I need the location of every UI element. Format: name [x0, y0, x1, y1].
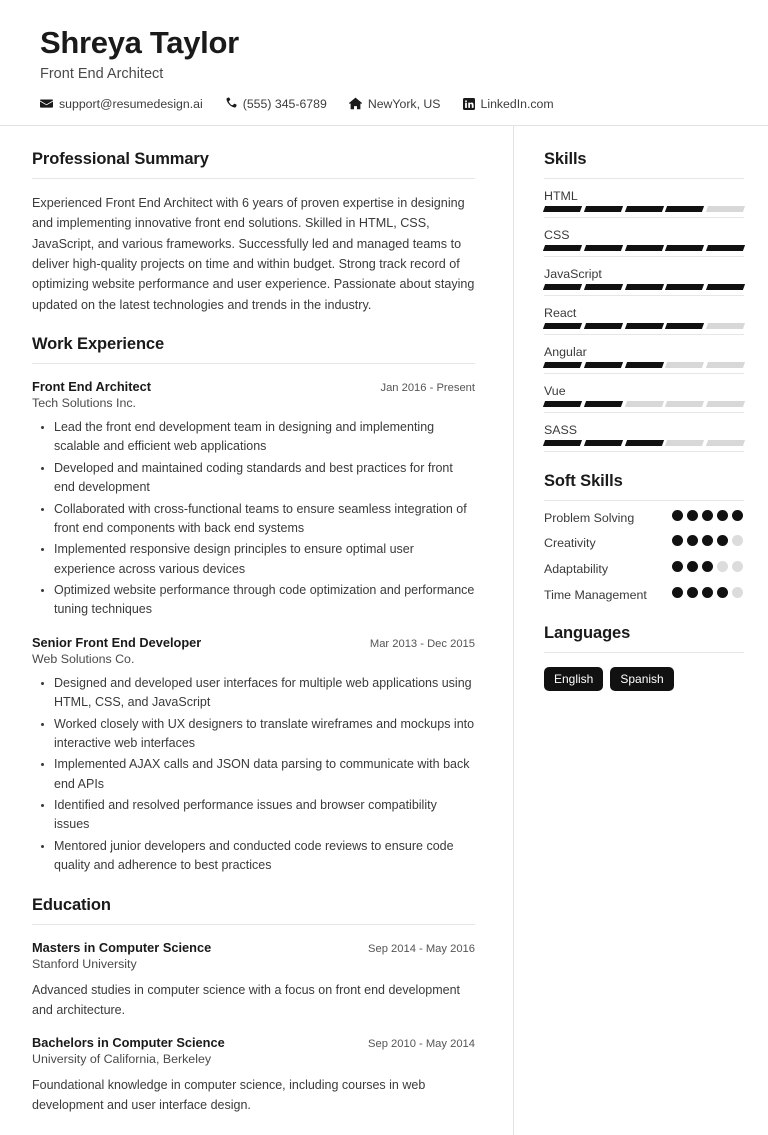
- bullet-item: • Identified and resolved performance issues and browser compatibility issues: [54, 796, 475, 835]
- contact-text: NewYork, US: [367, 96, 441, 111]
- contact-item[interactable]: [349, 97, 441, 111]
- section-rule: [32, 924, 475, 925]
- skill-segment: [584, 245, 623, 251]
- soft-skill-name: Time Management: [544, 587, 647, 602]
- section-rule: [544, 500, 744, 501]
- soft-skill-name: Problem Solving: [544, 510, 635, 525]
- skill-item: [544, 423, 744, 452]
- skill-segment: [665, 245, 704, 251]
- education-entry-list: [32, 940, 475, 1115]
- skill-segment: [665, 440, 704, 446]
- section-skills: [544, 150, 744, 452]
- skill-level-bar: [544, 440, 744, 446]
- skill-segment: [665, 284, 704, 290]
- contact-item[interactable]: [463, 97, 554, 111]
- rating-dot: [687, 561, 698, 572]
- skill-segment: [543, 362, 582, 368]
- main-column: [0, 126, 513, 1135]
- soft-skill-name: Creativity: [544, 536, 596, 551]
- skill-segment: [706, 284, 745, 290]
- envelope-icon: [40, 97, 53, 110]
- skill-name: React: [544, 305, 577, 320]
- skill-level-bar: [544, 362, 744, 368]
- skill-segment: [706, 362, 745, 368]
- skill-segment: [706, 323, 745, 329]
- soft-skill-name: Adaptability: [544, 562, 609, 577]
- skill-segment: [665, 206, 704, 212]
- soft-skill-rating: [672, 587, 744, 598]
- skill-rule: [544, 295, 744, 296]
- section-heading-soft-skills: Soft Skills: [544, 471, 623, 490]
- skill-name: CSS: [544, 227, 570, 242]
- skill-rule: [544, 451, 744, 452]
- skill-segment: [665, 323, 704, 329]
- rating-dot: [717, 535, 728, 546]
- work-entry: [32, 379, 475, 620]
- skill-segment: [625, 440, 664, 446]
- bullet-item: • Optimized website performance through code optimization and performance tuning techniques: [54, 581, 475, 620]
- rating-dot: [687, 510, 698, 521]
- education-entry-header: [32, 1035, 475, 1050]
- work-entry-header: [32, 635, 475, 650]
- soft-skill-list: [544, 510, 744, 604]
- skill-segment: [665, 362, 704, 368]
- candidate-name: Shreya Taylor: [40, 25, 239, 60]
- skill-segment: [706, 401, 745, 407]
- rating-dot: [672, 561, 683, 572]
- skill-level-bar: [544, 206, 744, 212]
- section-professional-summary: [32, 150, 475, 315]
- skill-level-bar: [544, 323, 744, 329]
- candidate-job-title: Front End Architect: [40, 65, 164, 82]
- contact-text: (555) 345-6789: [242, 96, 327, 111]
- skill-segment: [543, 401, 582, 407]
- section-rule: [32, 363, 475, 364]
- rating-dot: [717, 587, 728, 598]
- rating-dot: [672, 510, 683, 521]
- skill-list: [544, 189, 744, 452]
- bullet-item: • Collaborated with cross-functional teams to ensure seamless integration of front end components with back end systems: [54, 500, 475, 539]
- skill-segment: [625, 284, 664, 290]
- language-tag: English: [544, 667, 603, 691]
- resume-header: [0, 0, 768, 126]
- contact-text: support@resumedesign.ai: [59, 96, 203, 111]
- education-entry: [32, 1035, 475, 1115]
- work-entry-list: [32, 379, 475, 876]
- section-rule: [544, 652, 744, 653]
- skill-segment: [706, 206, 745, 212]
- skill-rule: [544, 334, 744, 335]
- education-description: Advanced studies in computer science with a focus on front end development and architecture.: [32, 982, 461, 1017]
- summary-text: Experienced Front End Architect with 6 years of proven expertise in designing and implementing innovative front end solutions. Skilled in HTML, CSS, JavaScript, and various frameworks. Successfully led and managed teams to deliver high-quality projects on time and within budget. Strong track record of optimizing website performance and user experience. Passionate about staying updated on the latest technologies and trends in the industry.: [32, 195, 475, 312]
- education-date: Sep 2010 - May 2014: [368, 1037, 475, 1050]
- bullet-item: • Developed and maintained coding standards and best practices for front end development: [54, 459, 475, 498]
- skill-segment: [706, 245, 745, 251]
- education-degree: Masters in Computer Science: [32, 939, 212, 955]
- rating-dot: [672, 587, 683, 598]
- bullet-item: • Implemented AJAX calls and JSON data parsing to communicate with back end APIs: [54, 755, 475, 794]
- skill-name: Angular: [544, 344, 587, 359]
- education-description: Foundational knowledge in computer science, including courses in web development and user interface design.: [32, 1077, 426, 1112]
- skill-name: JavaScript: [544, 266, 602, 281]
- work-entry-bullets: [32, 674, 475, 876]
- work-entry-role: Senior Front End Developer: [32, 634, 202, 650]
- rating-dot: [702, 587, 713, 598]
- soft-skill-rating: [672, 510, 744, 521]
- phone-icon: [225, 97, 237, 110]
- section-work-experience: [32, 335, 475, 876]
- skill-segment: [584, 323, 623, 329]
- skill-segment: [625, 206, 664, 212]
- contact-row: [40, 97, 728, 111]
- section-rule: [544, 178, 744, 179]
- rating-dot: [717, 561, 728, 572]
- education-school: University of California, Berkeley: [32, 1051, 212, 1066]
- section-languages: [544, 624, 744, 691]
- skill-name: HTML: [544, 188, 578, 203]
- skill-item: [544, 189, 744, 218]
- skill-item: [544, 306, 744, 335]
- bullet-item: • Implemented responsive design principles to ensure optimal user experience across various devices: [54, 540, 475, 579]
- language-tag-list: [544, 667, 744, 691]
- rating-dot: [702, 561, 713, 572]
- linkedin-icon: [463, 98, 475, 110]
- rating-dot: [702, 510, 713, 521]
- work-entry: [32, 635, 475, 876]
- skill-segment: [625, 362, 664, 368]
- section-soft-skills: [544, 472, 744, 604]
- skill-segment: [543, 284, 582, 290]
- soft-skill-rating: [672, 561, 744, 572]
- skill-rule: [544, 373, 744, 374]
- rating-dot: [732, 587, 743, 598]
- skill-name: Vue: [544, 383, 566, 398]
- bullet-item: • Designed and developed user interfaces for multiple web applications using HTML, CSS, and JavaScript: [54, 674, 475, 713]
- skill-segment: [543, 323, 582, 329]
- education-school: Stanford University: [32, 956, 137, 971]
- skill-level-bar: [544, 245, 744, 251]
- contact-item[interactable]: [40, 97, 203, 111]
- skill-rule: [544, 412, 744, 413]
- work-entry-bullets: [32, 418, 475, 620]
- skill-level-bar: [544, 401, 744, 407]
- soft-skill-item: [544, 510, 744, 527]
- rating-dot: [672, 535, 683, 546]
- rating-dot: [687, 535, 698, 546]
- work-entry-company: Web Solutions Co.: [32, 651, 135, 666]
- soft-skill-item: [544, 535, 744, 552]
- skill-item: [544, 228, 744, 257]
- section-heading-education: Education: [32, 895, 111, 914]
- soft-skill-rating: [672, 535, 744, 546]
- education-entry-header: [32, 940, 475, 955]
- rating-dot: [702, 535, 713, 546]
- skill-segment: [543, 206, 582, 212]
- skill-name: SASS: [544, 422, 578, 437]
- section-heading-summary: Professional Summary: [32, 149, 209, 168]
- education-entry: [32, 940, 475, 1020]
- skill-segment: [543, 440, 582, 446]
- section-education: [32, 896, 475, 1115]
- soft-skill-item: [544, 587, 744, 604]
- sidebar-column: [514, 126, 768, 1135]
- skill-segment: [543, 245, 582, 251]
- work-entry-date: Jan 2016 - Present: [380, 382, 475, 395]
- rating-dot: [717, 510, 728, 521]
- home-icon: [349, 97, 362, 110]
- bullet-item: • Lead the front end development team in designing and implementing scalable and efficient web applications: [54, 418, 475, 457]
- rating-dot: [732, 510, 743, 521]
- language-tag: Spanish: [610, 667, 673, 691]
- skill-segment: [584, 206, 623, 212]
- rating-dot: [732, 535, 743, 546]
- skill-segment: [584, 440, 623, 446]
- skill-rule: [544, 217, 744, 218]
- resume-body: [0, 126, 768, 1135]
- soft-skill-item: [544, 561, 744, 578]
- section-rule: [32, 178, 475, 179]
- contact-text: LinkedIn.com: [480, 96, 554, 111]
- bullet-item: • Worked closely with UX designers to translate wireframes and mockups into interactive web interfaces: [54, 715, 475, 754]
- education-date: Sep 2014 - May 2016: [368, 942, 475, 955]
- skill-segment: [706, 440, 745, 446]
- work-entry-date: Mar 2013 - Dec 2015: [369, 637, 475, 650]
- section-heading-skills: Skills: [544, 149, 587, 168]
- section-heading-work: Work Experience: [32, 335, 165, 354]
- rating-dot: [687, 587, 698, 598]
- skill-rule: [544, 256, 744, 257]
- skill-segment: [625, 401, 664, 407]
- skill-segment: [584, 401, 623, 407]
- work-entry-company: Tech Solutions Inc.: [32, 396, 137, 411]
- contact-item[interactable]: [225, 97, 327, 111]
- bullet-item: • Mentored junior developers and conducted code reviews to ensure code quality and adherence to best practices: [54, 837, 475, 876]
- education-degree: Bachelors in Computer Science: [32, 1034, 225, 1050]
- skill-level-bar: [544, 284, 744, 290]
- skill-item: [544, 267, 744, 296]
- skill-segment: [584, 284, 623, 290]
- skill-segment: [665, 401, 704, 407]
- skill-item: [544, 345, 744, 374]
- skill-segment: [625, 323, 664, 329]
- rating-dot: [732, 561, 743, 572]
- skill-segment: [584, 362, 623, 368]
- skill-item: [544, 384, 744, 413]
- section-heading-languages: Languages: [544, 623, 631, 642]
- work-entry-header: [32, 379, 475, 394]
- skill-segment: [625, 245, 664, 251]
- work-entry-role: Front End Architect: [32, 379, 151, 395]
